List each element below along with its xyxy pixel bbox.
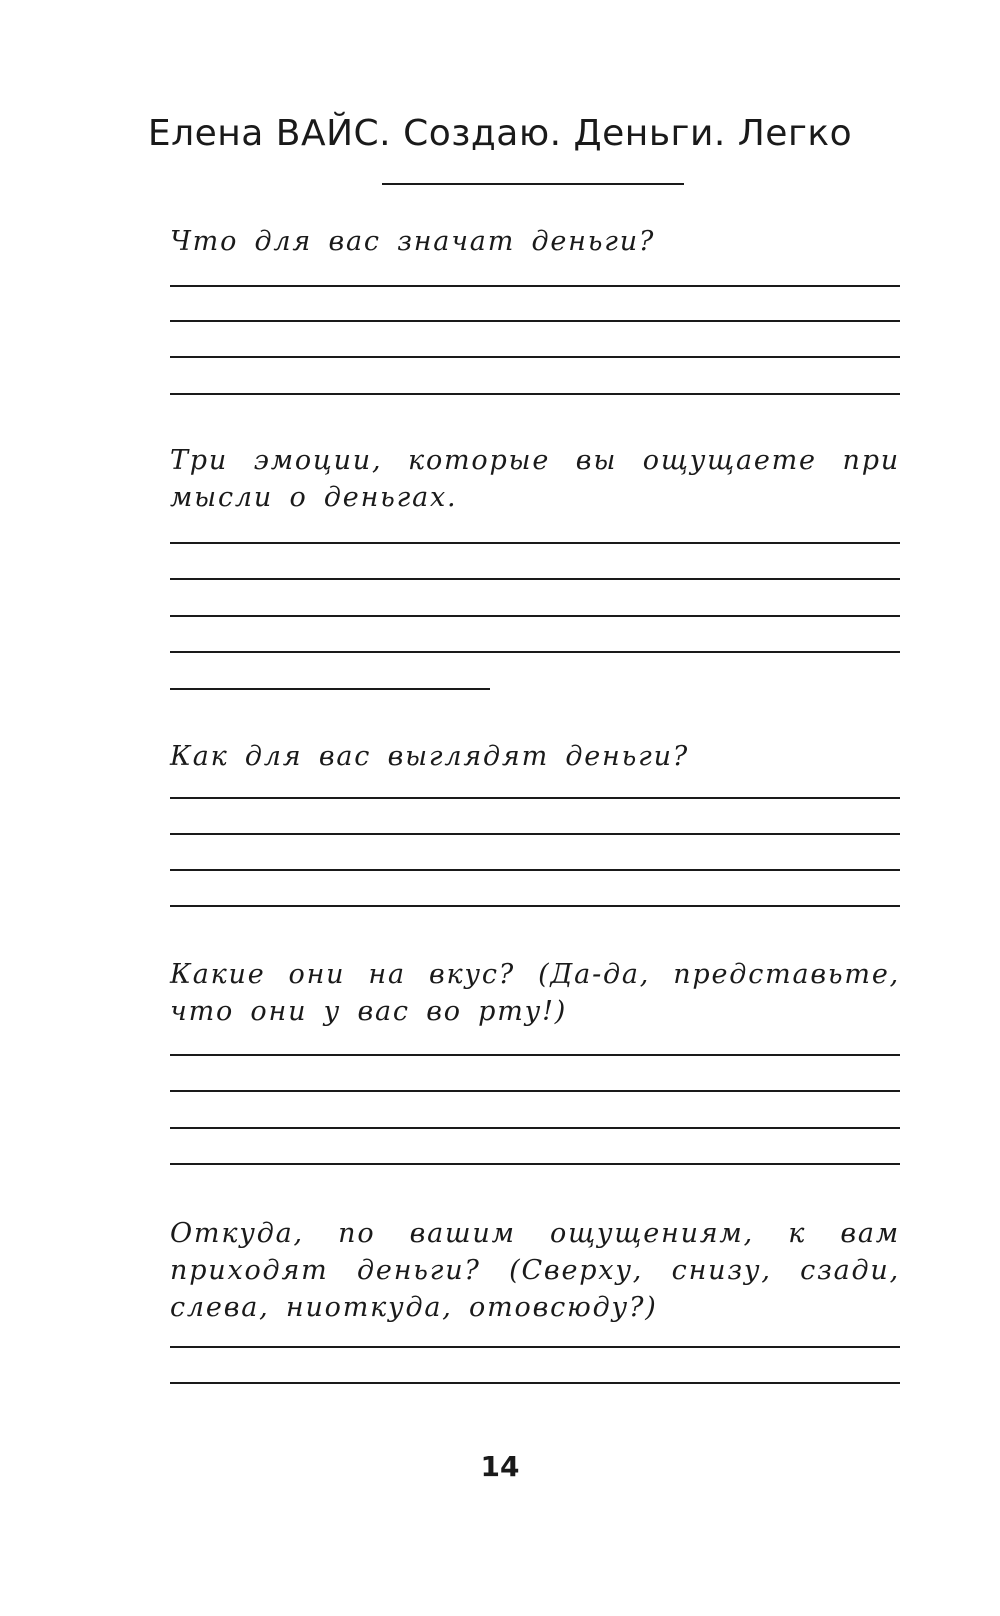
answer-line[interactable] [170, 1163, 900, 1165]
answer-line[interactable] [170, 578, 900, 580]
answer-line[interactable] [170, 1127, 900, 1129]
answer-line-short[interactable] [170, 688, 490, 690]
header-divider [382, 183, 684, 185]
question-1: Что для вас значат деньги? [170, 226, 656, 257]
page-number: 14 [480, 1450, 520, 1483]
answer-line[interactable] [170, 1382, 900, 1384]
answer-line[interactable] [170, 1054, 900, 1056]
question-2: Три эмоции, которые вы ощущаете при мысли о деньгах. [170, 445, 900, 513]
answer-line[interactable] [170, 797, 900, 799]
answer-line[interactable] [170, 651, 900, 653]
answer-line[interactable] [170, 1090, 900, 1092]
answer-line[interactable] [170, 393, 900, 395]
answer-line[interactable] [170, 615, 900, 617]
answer-line[interactable] [170, 542, 900, 544]
question-3: Как для вас выглядят деньги? [170, 741, 690, 772]
answer-line[interactable] [170, 1346, 900, 1348]
question-4: Какие они на вкус? (Да-да, представьте, что они у вас во рту!) [170, 959, 900, 1027]
answer-line[interactable] [170, 285, 900, 287]
answer-line[interactable] [170, 833, 900, 835]
question-5: Откуда, по вашим ощущениям, к вам приходят деньги? (Сверху, снизу, сзади, слева, ниоткуда, отовсюду?) [170, 1218, 900, 1323]
answer-line[interactable] [170, 356, 900, 358]
answer-line[interactable] [170, 869, 900, 871]
running-header: Елена ВАЙС. Создаю. Деньги. Легко [147, 113, 853, 154]
answer-line[interactable] [170, 905, 900, 907]
answer-line[interactable] [170, 320, 900, 322]
